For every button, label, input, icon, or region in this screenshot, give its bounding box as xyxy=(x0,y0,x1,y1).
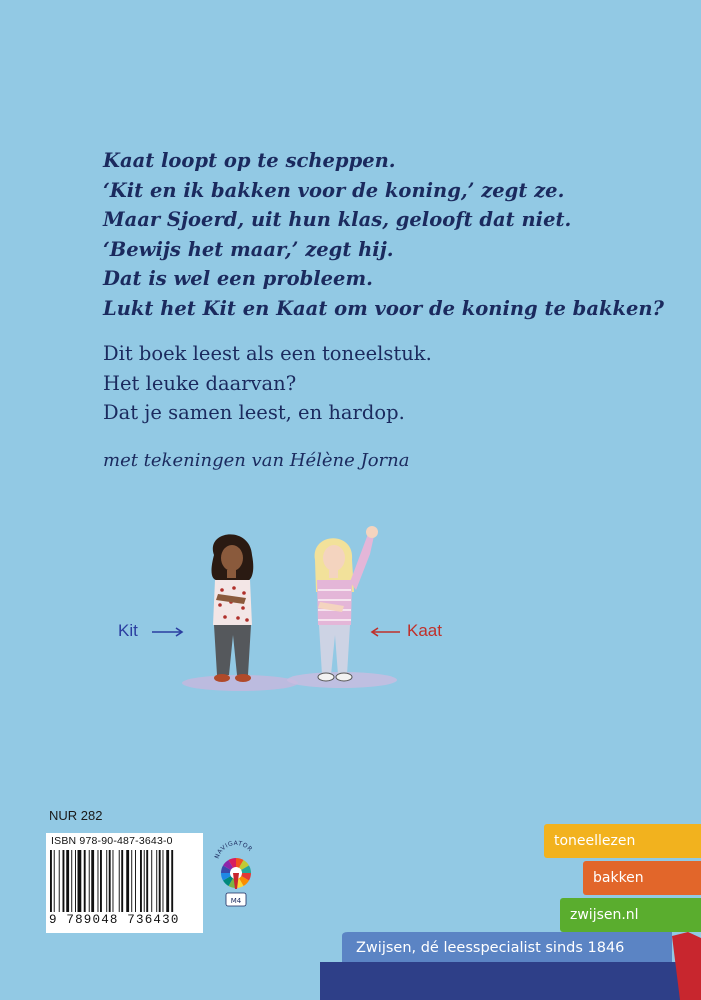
tag-toneellezen: toneellezen xyxy=(544,824,701,858)
svg-text:NAVIGATOR xyxy=(214,840,254,860)
blurb-line: Kaat loopt op te scheppen. xyxy=(103,149,396,172)
barcode-bars xyxy=(50,850,199,912)
characters-illustration xyxy=(110,520,470,700)
blurb-line: Dat is wel een probleem. xyxy=(103,267,373,291)
illustrator-credit: met tekeningen van Hélène Jorna xyxy=(103,450,410,471)
kit-figure xyxy=(212,534,254,682)
tag-bakken: bakken xyxy=(583,861,701,895)
blurb-line: ‘Kit en ik bakken voor de koning,’ zegt ze. xyxy=(103,178,565,202)
isbn-text: ISBN 978-90-487-3643-0 xyxy=(51,835,173,847)
kit-arrow xyxy=(152,628,182,636)
description-line: Dit boek leest als een toneelstuk. xyxy=(103,342,432,365)
publisher-slogan: Zwijsen, dé leesspecialist sinds 1846 xyxy=(356,940,625,956)
description-line: Dat je samen leest, en hardop. xyxy=(103,401,405,425)
kaat-label: Kaat xyxy=(407,621,442,640)
kit-label: Kit xyxy=(118,621,138,640)
blurb-line: Maar Sjoerd, uit hun klas, gelooft dat niet. xyxy=(103,208,572,232)
blurb-line: Lukt het Kit en Kaat om voor de koning te bakken? xyxy=(103,296,664,320)
navigator-word: NAVIGATOR xyxy=(213,839,254,860)
barcode-digits: 9 789048 736430 xyxy=(49,913,180,927)
kaat-figure xyxy=(315,526,378,681)
nur-code: NUR 282 xyxy=(49,808,103,823)
blurb-text xyxy=(103,146,664,324)
navigator-level: M4 xyxy=(230,897,242,905)
blurb-line: ‘Bewijs het maar,’ zegt hij. xyxy=(103,237,394,261)
barcode xyxy=(46,833,203,933)
book-description xyxy=(103,339,432,428)
kaat-arrow xyxy=(372,628,400,636)
tag-website: zwijsen.nl xyxy=(560,898,701,932)
description-line: Het leuke daarvan? xyxy=(103,371,297,395)
navigator-logo xyxy=(210,833,262,913)
